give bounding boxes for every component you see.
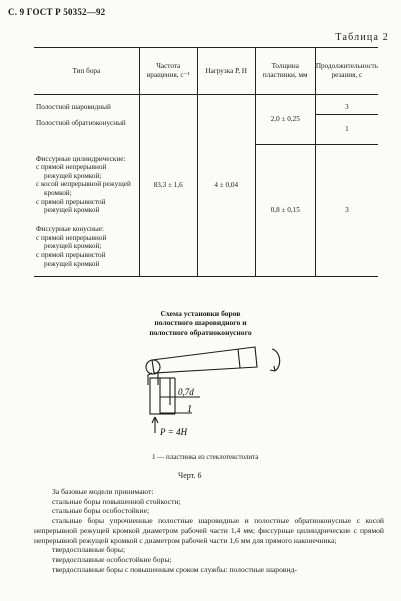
row-type-fissure-cyl: Фиссурные цилиндрические: с прямой непрерывной режущей кромкой; с косой непрерывной режущей кромкой; с прямой прерывистой режущей кромкой (36, 154, 131, 215)
row-type: Полостной шаровидный (36, 103, 111, 111)
duration-value-2: 1 (315, 115, 378, 145)
header-load: Нагрузка Р, Н (197, 48, 255, 95)
installation-scheme-drawing (130, 345, 290, 450)
figure-number: Черт. 6 (178, 471, 202, 480)
header-frequency: Частота вращения, с⁻¹ (139, 48, 197, 95)
label-load-p: Р = 4Н (160, 427, 188, 437)
bur-parameters-table (34, 47, 378, 277)
header-thickness: Толщина пластинки, мм (255, 48, 315, 95)
header-bur-type: Тип бора (34, 48, 139, 95)
body-line: стальные боры особостойкие; (52, 506, 150, 516)
body-line: твердосплавные особостойкие боры; (52, 555, 172, 565)
label-07d: 0,7d (178, 387, 194, 397)
duration-value-1: 3 (315, 95, 378, 115)
scheme-caption: Схема установки боров полостного шаровидного и полостного обратноконусного (149, 309, 252, 337)
duration-value-3: 3 (315, 145, 378, 277)
label-part-1: 1 (187, 404, 192, 415)
body-line: За базовые модели принимают: (52, 487, 154, 496)
body-line: твердосплавные боры; (52, 545, 126, 555)
figure-note: 1 — пластинка из стеклотекстолита (152, 453, 259, 461)
body-line: стальные боры повышенной стойкости; (52, 496, 181, 506)
table-title: Таблица 2 (335, 32, 389, 43)
body-line: твердосплавные боры с повышенным сроком службы: полостные шаровид- (52, 564, 297, 574)
body-text (34, 487, 384, 574)
body-line: стальные боры упрочненные полостные шаровидные и полостные обратноконусные с косой непрерывной режущей кромкой диаметром рабочей части 1,4 мм; фиссурные цилиндрические с прямой непрерывной режущей кромкой с диаметром рабочей части 1,6 мм для прямого наконечника; (34, 516, 384, 545)
frequency-value: 83,3 ± 1,6 (139, 95, 197, 277)
row-type-fissure-cone: Фиссурные конусные: с прямой непрерывной режущей кромкой; с прямой прерывистой режущей кромкой (34, 215, 139, 277)
load-value: 4 ± 0,04 (197, 95, 255, 277)
thickness-value-1: 2,0 ± 0,25 (255, 95, 315, 145)
row-type: Полостной обратноконусный (36, 118, 126, 127)
thickness-value-2: 0,8 ± 0,15 (255, 145, 315, 277)
header-duration: Продолжительность резания, с (315, 48, 378, 95)
page-header: С. 9 ГОСТ Р 50352—92 (8, 7, 106, 17)
